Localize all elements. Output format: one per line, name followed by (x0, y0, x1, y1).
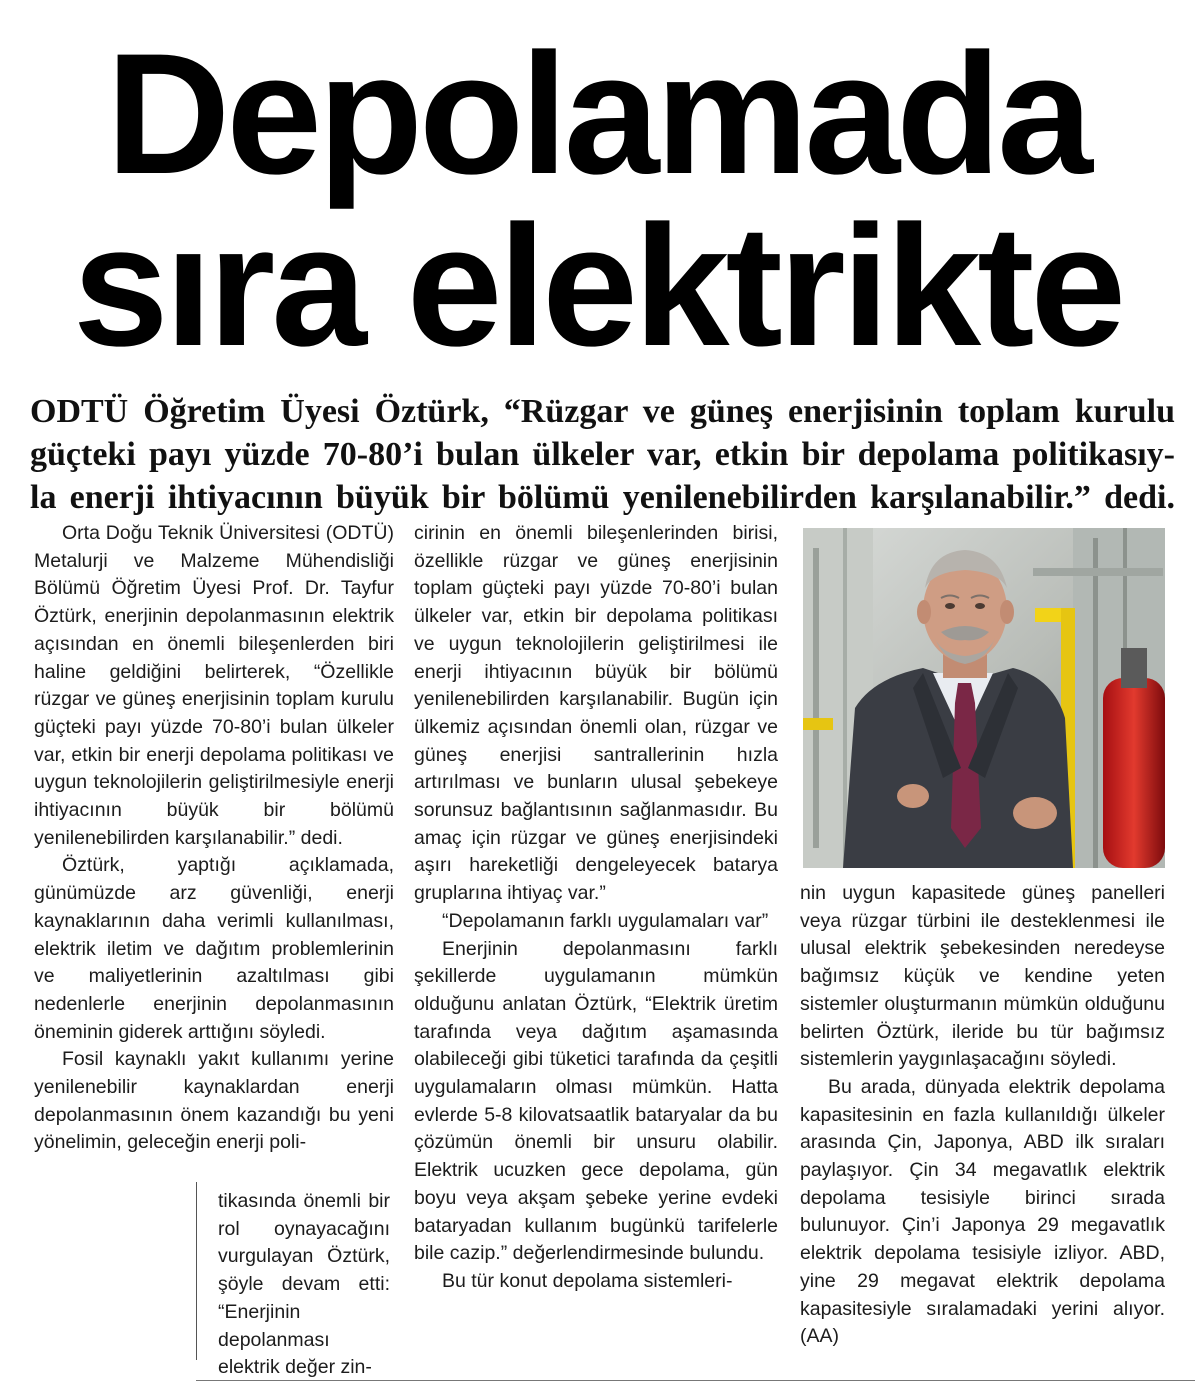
article-column-2 (414, 520, 778, 1296)
article-column-1 (34, 520, 394, 1157)
paragraph: tikasında önemli bir rol oynayacağını vurgulayan Öztürk, şöyle devam etti: “Enerjinin depolanması elektrik değer zin- (218, 1190, 390, 1379)
headline-line-1: Depolamada (106, 18, 1089, 210)
paragraph: Fosil kaynaklı yakıt kullanımı yerine yenilenebilir kaynaklardan enerji depolanmasının önem kazandığı bu yeni yönelimin, geleceğin enerji poli- (34, 1048, 394, 1154)
subheading: “Depolamanın farklı uygulamaları var” (442, 909, 769, 932)
paragraph: Bu tür konut depolama sistemleri- (442, 1269, 733, 1292)
paragraph: Öztürk, yaptığı açıklamada, günümüzde arz güvenliği, enerji kaynaklarının daha verimli kullanılması, elektrik iletim ve dağıtım problemlerinin ve maliyetlerinin azaltılması gibi nedenlerle enerjinin depolanmasının öneminin giderek arttığını söyledi. (34, 854, 394, 1043)
top-border (0, 0, 1195, 5)
column-divider (196, 1182, 197, 1360)
paragraph: cirinin en önemli bileşenlerinden birisi, özellikle rüzgar ve güneş enerjisinin toplam güçteki payı yüzde 70-80’i bulan ülkeler var, etkin bir depolama politikası ve uygun teknolojilerin geliştirilmesi ile enerji ihtiyacının büyük bir bölümü yenilenebilirden karşılanabilir. Bugün için ülkemiz açısından önemli olan, rüzgar ve güneş enerjisi santrallerinin hızla artırılması ve bunların ulusal şebekeye sorunsuz bağlantısının sağlanmasıdır. Bu amaç için rüzgar ve güneş enerjisindeki aşırı hareketliği dengeleyecek batarya gruplarına ihtiyaç var.” (414, 522, 778, 905)
article-column-3 (800, 880, 1165, 1351)
paragraph: Orta Doğu Teknik Üniversitesi (ODTÜ) Metalurji ve Malzeme Mühendisliği Bölümü Öğretim Üyesi Prof. Dr. Tayfur Öztürk, enerjinin depolanmasının elektrik açısından en önemli bileşenlerden biri haline geldiğini belirterek, “Özellikle rüzgar ve güneş enerjisinin toplam kurulu güçteki payı yüzde 70-80’i bulan ülkeler var, etkin bir enerji depolama politikası ve uygun teknolojilerin geliştirilmesiyle enerji ihtiyacının büyük bir bölümü yenilenebilirden karşılanabilir.” dedi. (34, 522, 394, 849)
paragraph: Bu arada, dünyada elektrik depolama kapasitesinin en fazla kullanıldığı ülkeler arasında Çin, Japonya, ABD ilk sıraları paylaşıyor. Çin 34 megavatlık elektrik depolama tesisiyle birinci sırada bulunuyor. Çin’i Japonya 29 megavatlık elektrik depolama tesisiyle izliyor. ABD, yine 29 megavat elektrik depolama kapasitesiyle sıralamadaki yerini alıyor. (AA) (800, 1075, 1165, 1348)
paragraph: nin uygun kapasitede güneş panelleri veya rüzgar türbini ile desteklenmesi ile ulusal elektrik şebekesinden neredeyse bağımsız küçük ve kendine yeten sistemler oluşturmanın mümkün olduğunu belirten Öztürk, ileride bu tür bağımsız sistemlerin yaygınlaşacağını söyledi. (800, 882, 1165, 1071)
deck-line-3: la enerji ihtiyacının büyük bir bölümü yenilenebilirden karşılanabilir.” dedi. (30, 479, 1175, 516)
paragraph: Enerjinin depolanmasını farklı şekillerde uygulamanın mümkün olduğunu anlatan Öztürk, “Elektrik üretim tarafında veya dağıtım aşamasında olabileceği gibi tüketici tarafında da çeşitli uygulamaların olması mümkün. Hatta evlerde 5-8 kilovatsaatlik bataryalar da bu çözümün önemli bir unsuru olabilir. Elektrik ucuzken gece depolama, gün boyu veya akşam şebeke yerine evdeki bataryadan kullanım bugünkü tarifelerle bile cazip.” değerlendirmesinde bulundu. (414, 937, 778, 1265)
deck-line-2: güçteki payı yüzde 70-80’i bulan ülkeler var, etkin bir depolama politikasıy- (30, 436, 1175, 473)
article-column-1-continuation (218, 1188, 390, 1382)
headline-line-2: sıra elektrikte (72, 190, 1123, 382)
bottom-rule (196, 1380, 1195, 1381)
deck-line-1: ODTÜ Öğretim Üyesi Öztürk, “Rüzgar ve güneş enerjisinin toplam kurulu (30, 393, 1175, 430)
portrait-photo (803, 528, 1165, 868)
